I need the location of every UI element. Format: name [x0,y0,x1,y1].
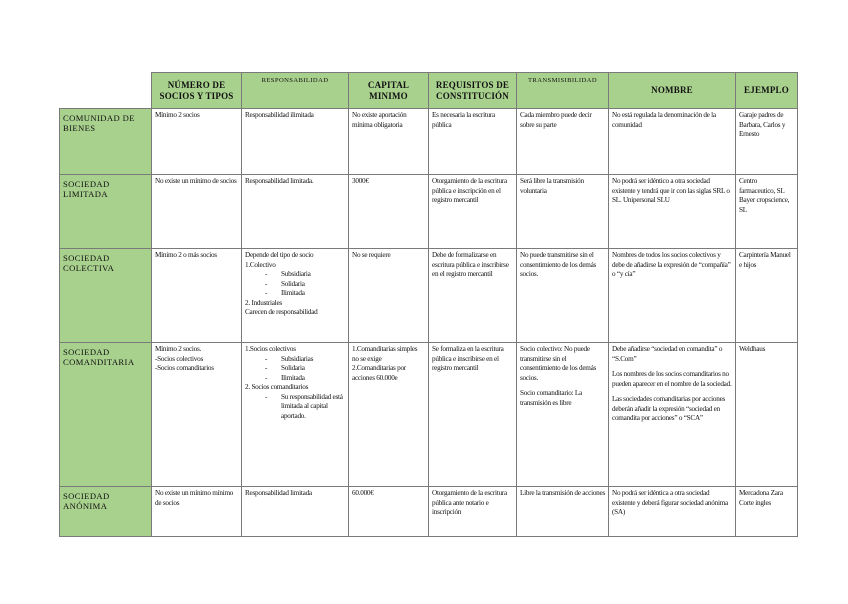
resp-subitem: - Subsidiaria [265,270,311,278]
cell-ejemplo: Weldhaus [736,343,798,487]
cell-capital [349,343,429,487]
table-row [60,175,798,249]
cell-requisitos: Es necesaria la escritura pública [429,109,517,175]
cell-socios: No existe un mínimo mínimo de socios [152,487,242,537]
cell-transmisibilidad: Será libre la transmisión voluntaria [517,175,609,249]
cell-requisitos: Otorgamiento de la escritura pública e inscripción en el registro mercantil [429,175,517,249]
socios-line: -Socios comanditarios [155,364,214,372]
cell-ejemplo: Centro farmaceutico, SL Bayer cropscience, SL [736,175,798,249]
cell-transmisibilidad [517,343,609,487]
cell-nombre: No está regulada la denominación de la comunidad [609,109,736,175]
header-nombre: NOMBRE [609,73,736,109]
table-row [60,249,798,343]
header-ejemplo: EJEMPLO [736,73,798,109]
cell-ejemplo: Mercadona Zara Corte ingles [736,487,798,537]
cell-capital: No existe aportación mínima obligatoria [349,109,429,175]
cell-requisitos: Se formaliza en la escritura pública e inscribirse en el registro mercantil [429,343,517,487]
trans-line: Socio colectivo: No puede transmitirse sin el consentimiento de los demás socios. [520,345,597,382]
row-header-sociedad-limitada: SOCIEDAD LIMITADA [60,175,152,249]
nombre-line: Las sociedades comanditarias por acciones deberán añadir la expresión “sociedad en comandita por acciones” o “SCA” [612,395,726,422]
resp-item: 1.Socios colectivos [245,345,296,353]
resp-subitem: - Ilimitada [265,373,305,382]
row-header-comunidad-bienes: COMUNIDAD DE BIENES [60,109,152,175]
resp-item: 2. Industriales [245,298,282,307]
header-row [60,73,798,109]
cell-nombre: Nombres de todos los socios colectivos y debe de añadirse la expresión de “compañía” o “y cía” [609,249,736,343]
socios-line: Mínimo 2 socios. [155,345,202,353]
resp-subitem: - Ilimitada [265,289,305,297]
company-types-table [59,72,798,537]
row-header-sociedad-colectiva: SOCIEDAD COLECTIVA [60,249,152,343]
table-row [60,487,798,537]
cell-transmisibilidad: Cada miembro puede decir sobre su parte [517,109,609,175]
nombre-line: Debe añadirse “sociedad en comandita” o “S.Com” [612,345,723,363]
nombre-line: Los nombres de los socios comanditarios no pueden aparecer en el nombre de la sociedad. [612,370,732,388]
socios-line: -Socios colectivos [155,354,203,363]
resp-item: 1.Colectivo [245,260,276,269]
resp-subitem: - Subsidiarias [265,354,314,363]
cell-nombre: No podrá ser idéntico a otra sociedad existente y tendrá que ir con las siglas SRL o SL. Unipersonal SLU [609,175,736,249]
cell-capital: 3000€ [349,175,429,249]
cell-ejemplo: Garaje padres de Barbara, Carlos y Ernesto [736,109,798,175]
cell-responsabilidad [242,249,349,343]
header-responsabilidad: RESPONSABILIDAD [242,73,349,109]
cell-socios: Mínimo 2 socios [152,109,242,175]
resp-subitem: Carecen de responsabilidad [245,308,318,316]
header-socios: NÚMERO DE SOCIOS Y TIPOS [152,73,242,109]
capital-line: 1.Comanditarias simples no se exige [352,345,418,363]
cell-responsabilidad: Responsabilidad limitada. [242,175,349,249]
cell-socios: No existe un mínimo de socios [152,175,242,249]
cell-capital: 60.000€ [349,487,429,537]
cell-ejemplo: Carpintería Manuel e hijos [736,249,798,343]
resp-intro: Depende del tipo de socio [245,251,314,259]
cell-capital: No se requiere [349,249,429,343]
header-requisitos: REQUISITOS DE CONSTITUCIÓN [429,73,517,109]
row-header-sociedad-comanditaria: SOCIEDAD COMANDITARIA [60,343,152,487]
cell-requisitos: Debe de formalizarse en escritura pública e inscribirse en el registro mercantil [429,249,517,343]
cell-requisitos: Otorgamiento de la escritura pública ante notario e inscripción [429,487,517,537]
header-transmisibilidad: TRANSMISIBILIDAD [517,73,609,109]
cell-nombre: No podrá ser idéntica a otra sociedad existente y deberá figurar sociedad anónima (SA) [609,487,736,537]
resp-subitem: - Su responsabilidad está limitada al capital aportado. [265,392,343,420]
cell-transmisibilidad: Libre la transmisión de acciones [517,487,609,537]
cell-responsabilidad: Responsabilidad ilimitada [242,109,349,175]
cell-responsabilidad: Responsabilidad limitada [242,487,349,537]
cell-transmisibilidad: No puede transmitirse sin el consentimiento de los demás socios. [517,249,609,343]
table-row [60,109,798,175]
row-header-sociedad-anonima: SOCIEDAD ANÓNIMA [60,487,152,537]
capital-line: 2.Comanditarias por acciones 60.000e [352,364,406,382]
table-row [60,343,798,487]
resp-subitem: - Solidaria [265,279,305,288]
resp-subitem: - Solidaria [265,364,305,372]
cell-responsabilidad [242,343,349,487]
corner-cell [60,73,152,109]
cell-socios [152,343,242,487]
resp-item: 2. Socios comanditarios [245,383,309,391]
cell-nombre [609,343,736,487]
trans-line: Socio comanditario: La transmisión es libre [520,389,582,407]
header-capital: CAPITAL MINIMO [349,73,429,109]
cell-socios: Mínimo 2 o más socios [152,249,242,343]
